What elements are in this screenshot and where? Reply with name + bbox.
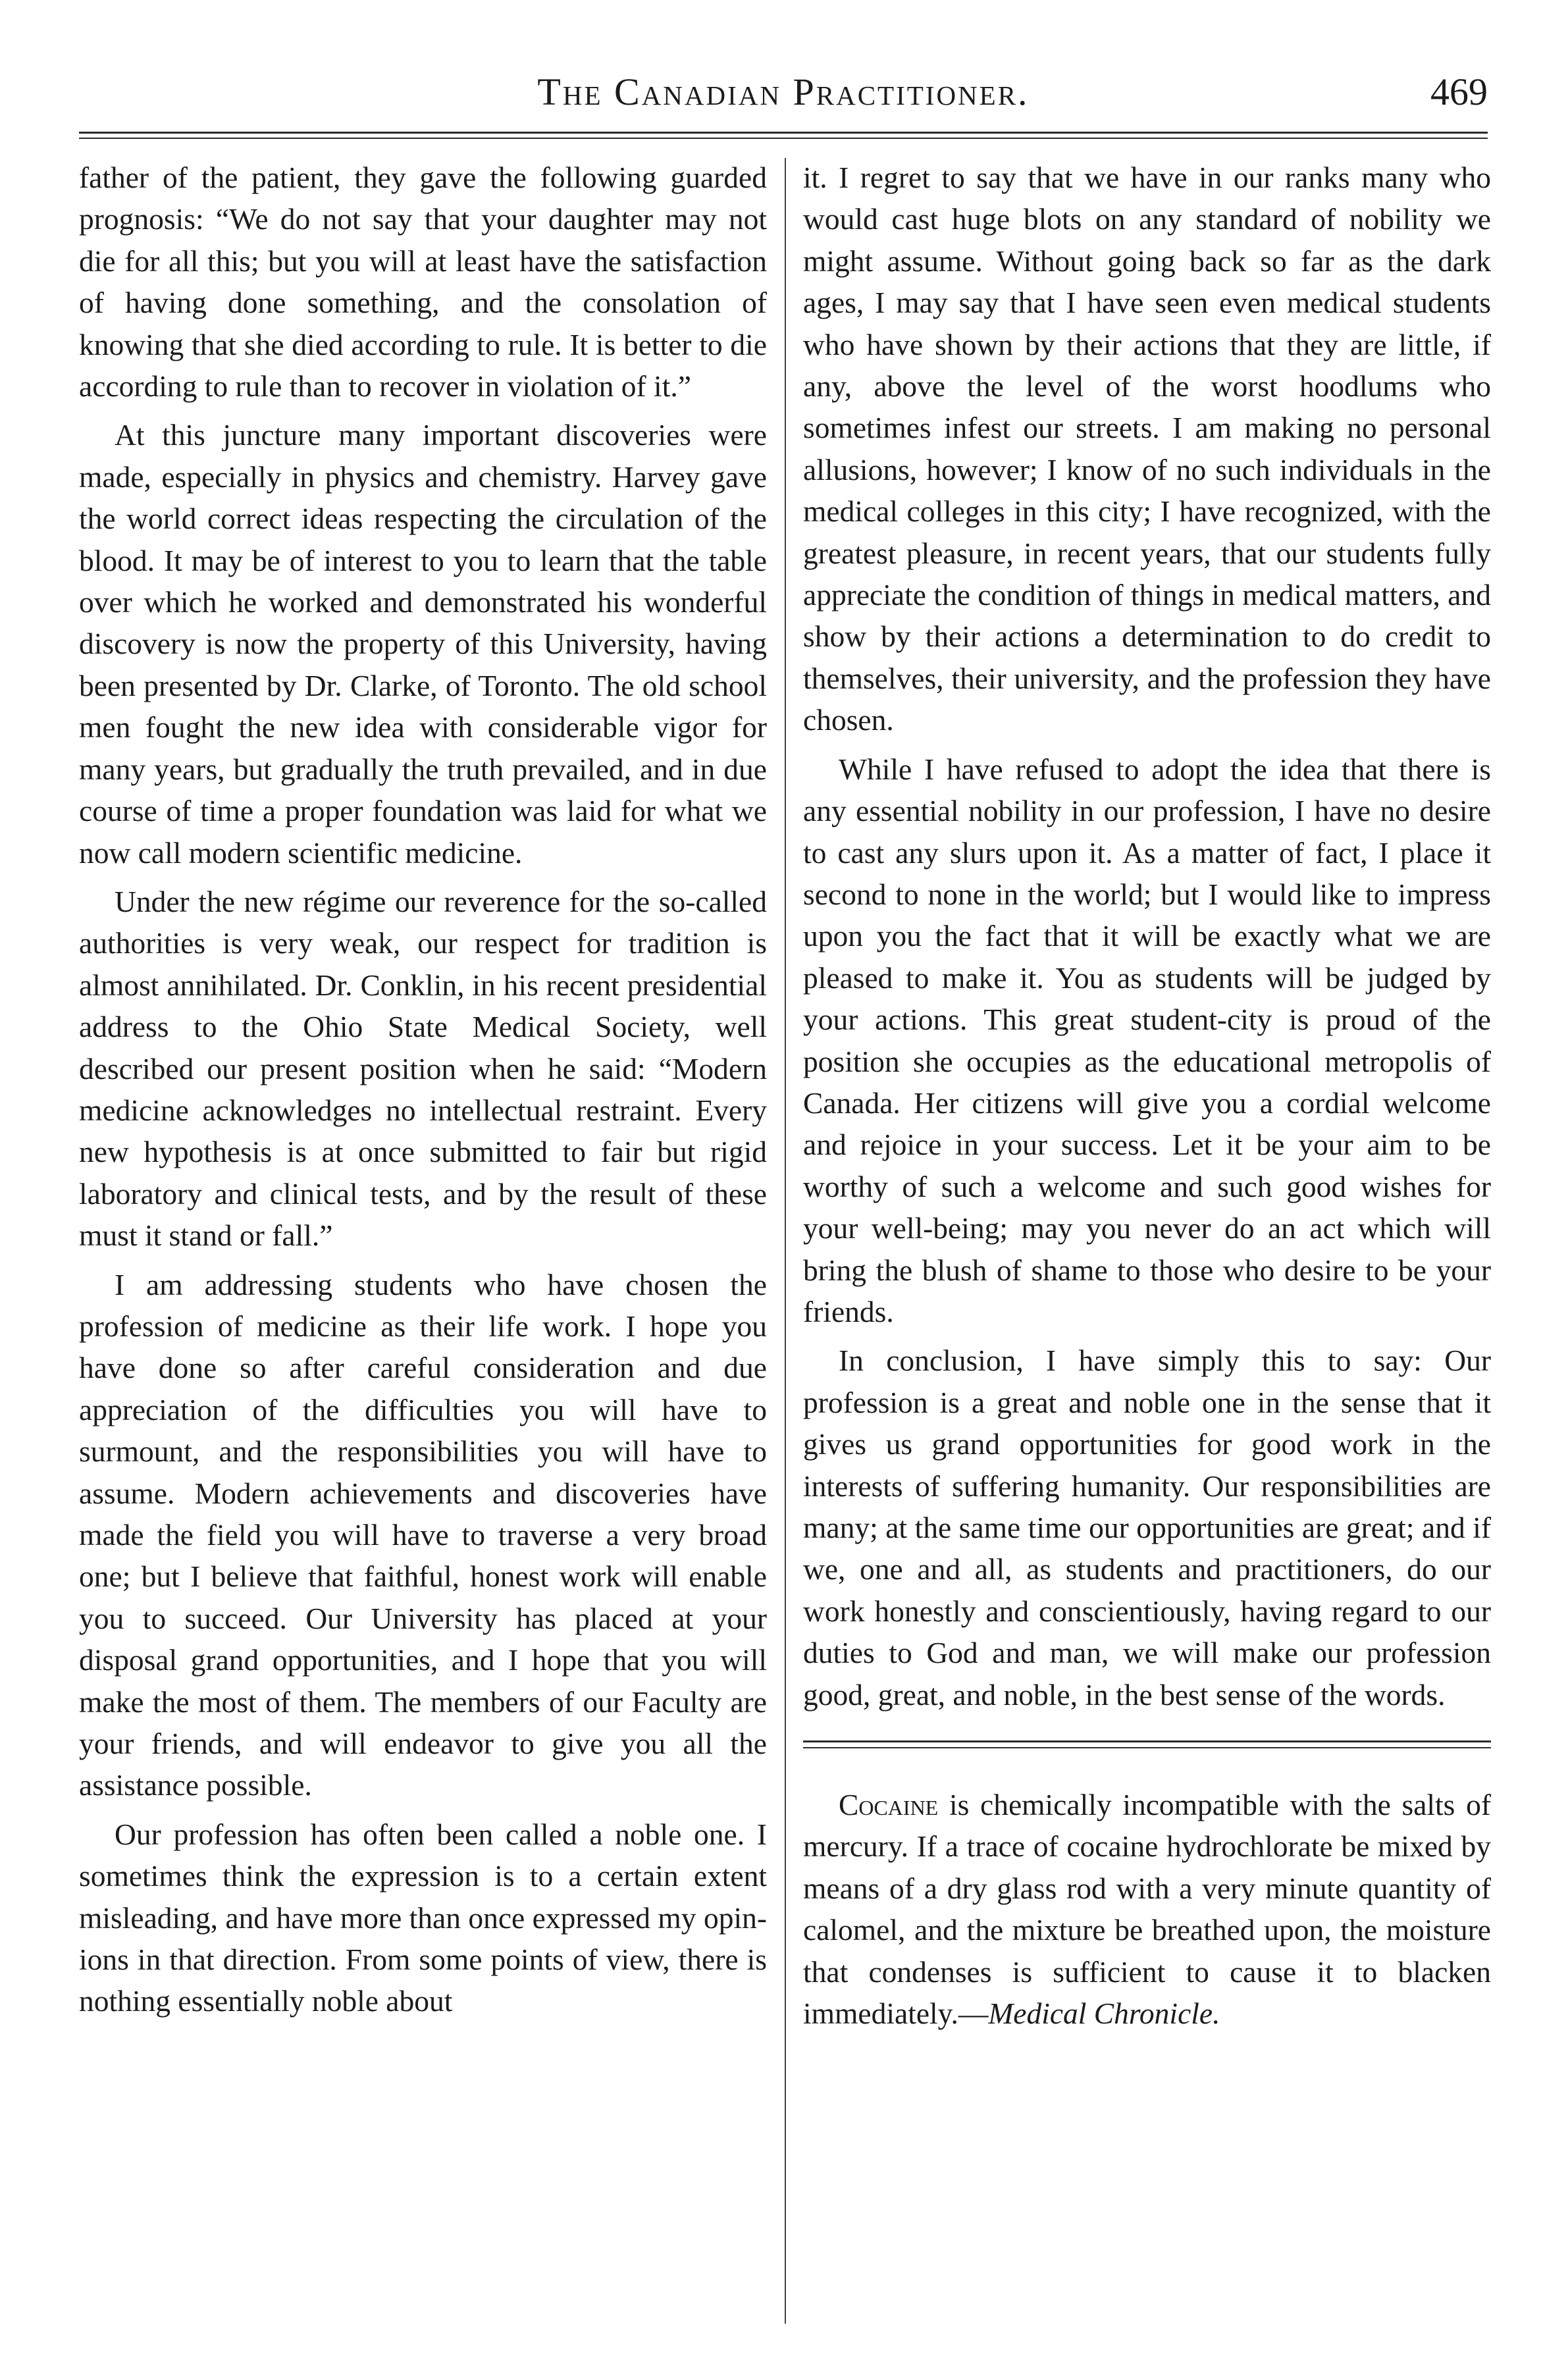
paragraph: At this juncture many important discoveries were made, especially in physics and chemistry. Harvey gave the world correct ideas respecting the circulation of the blood. It may be of interest to you to learn that the table over which he worked and demonstrated his wonderful discovery is now the property of this University, having been presented by Dr. Clarke, of Toronto. The old school men fought the new idea with considerable vigor for many years, but gradually the truth prevailed, and in due course of time a proper foundation was laid for what we now call modern scientific medicine. — [79, 418, 767, 870]
header-rule — [79, 132, 1488, 134]
paragraph: In conclusion, I have simply this to say: Our profession is a great and noble one in the sense that it gives us grand opportunities for good work in the interests of suffering humanity. Our responsibilities are many; at the same time our opportunities are great; and if we, one and all, as students and practitioners, do our work honestly and conscientiously, having regard to our duties to God and man, we will make our profession good, great, and noble, in the best sense of the words. — [803, 1344, 1491, 1712]
page-number: 469 — [1430, 70, 1488, 113]
left-column — [79, 157, 767, 2029]
paragraph: Under the new régime our reverence for the so-called authorities is very weak, our respect for tradition is almost annihilated. Dr. Conklin, in his recent presidential address to the Ohio State Medical Society, well described our present position when he said: “Modern medicine acknowledges no intellectual restraint. Every new hypothesis is at once submitted to fair but rigid laboratory and clinical tests, and by the result of these must it stand or fall.” — [79, 884, 767, 1253]
journal-title: The Canadian Practitioner. — [537, 70, 1030, 113]
paragraph: Our profession has often been called a noble one. I sometimes think the expression is to a certain extent misleading, and have more than once expressed my opinions in that direction. From some points of view, there is nothing essentially noble about — [79, 1817, 767, 2018]
paragraph: While I have refused to adopt the idea that there is any essential nobility in our profession, I have no desire to cast any slurs upon it. As a matter of fact, I place it second to none in the world; but I would like to impress upon you the fact that it will be exactly what we are pleased to make it. You as students will be judged by your actions. This great student-city is proud of the position she occupies as the educational metropolis of Canada. Her citizens will give you a cordial welcome and rejoice in your success. Let it be your aim to be worthy of such a welcome and such good wishes for your well-being; may you never do an act which will bring the blush of shame to those who desire to be your friends. — [803, 752, 1491, 1328]
right-column — [803, 157, 1491, 2041]
note-source: Medical Chronicle. — [988, 1997, 1220, 2031]
note-text: is chemically incompatible with the salts of mercury. If a trace of cocaine hydrochlorate be mixed by means of a dry glass rod with a very minute quantity of calomel, and the mixture be breathed upon, the moisture that condenses is sufficient to cause it to blacken immediately.— — [803, 1788, 1491, 2031]
section-divider-secondary — [803, 1747, 1491, 1748]
running-header — [79, 66, 1488, 125]
paragraph: father of the patient, they gave the following guarded prognosis: “We do not say that your daughter may not die for all this; but you will at least have the satisfaction of having done something, and the consolation of knowing that she died according to rule. It is better to die according to rule than to recover in violation of it.” — [79, 161, 767, 404]
cocaine-note — [803, 1784, 1491, 2034]
paragraph: it. I regret to say that we have in our ranks many who would cast huge blots on any standard of nobility we might assume. Without going back so far as the dark ages, I may say that I have seen even medical students who have shown by their actions that they are little, if any, above the level of the worst hoodlums who sometimes infest our streets. I am making no personal allusions, however; I know of no such individuals in the medical colleges in this city; I have recognized, with the greatest pleasure, in recent years, that our students fully appreciate the condition of things in medical matters, and show by their actions a determination to do credit to themselves, their university, and the profession they have chosen. — [803, 161, 1491, 737]
column-divider — [785, 158, 786, 2324]
paragraph: I am addressing students who have chosen the profession of medicine as their life work. I hope you have done so after careful consideration and due appreciation of the difficulties you will have to surmount, and the responsibilities you will have to assume. Modern achievements and discoveries have made the field you will have to traverse a very broad one; but I believe that faithful, honest work will enable you to succeed. Our University has placed at your disposal grand opportunities, and I hope that you will make the most of them. The members of our Faculty are your friends, and will endeavor to give you all the assistance possible. — [79, 1267, 767, 1802]
section-divider — [803, 1740, 1491, 1742]
header-rule-secondary — [79, 138, 1488, 139]
note-lead-word: Cocaine — [839, 1788, 939, 1822]
